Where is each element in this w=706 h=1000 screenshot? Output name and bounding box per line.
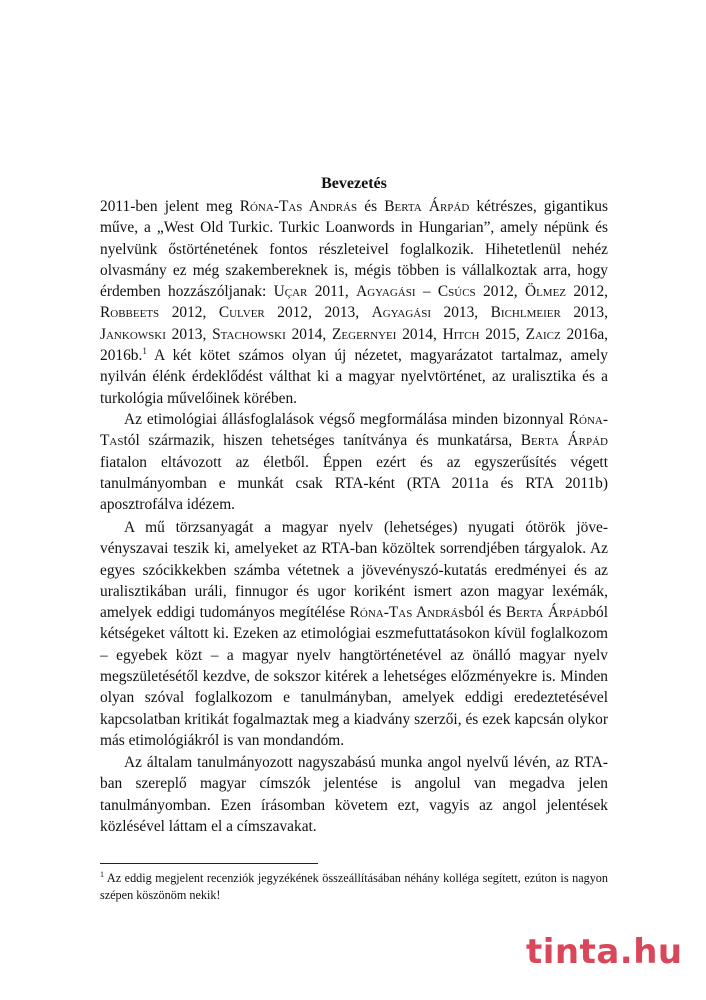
text-run: - bbox=[383, 604, 389, 622]
text-run: 2013, bbox=[431, 304, 491, 322]
text-run: 2012, bbox=[475, 283, 525, 301]
citation-author: Culver bbox=[218, 304, 265, 322]
paragraph-intro bbox=[100, 196, 608, 409]
text-run: 2012, bbox=[159, 304, 219, 322]
tinta-watermark-logo: tinta.hu bbox=[526, 932, 683, 972]
text-run: A mű törzsanyagát a magyar nyelv (lehetséges) nyugati ótörök jövevényszavai teszik ki, amelyeket az RTA-ban közöltek sorrendjében tárgyalok. Az egyes szócikkekben számba vétetnek a jövevényszó-kutatás eredményei és az uralisztikában uráli, finnugor és ugor koriként ismert azon magyar lexémák, amelyek eddigi tudományos megítélése bbox=[100, 519, 608, 622]
text-run: - bbox=[602, 411, 608, 428]
citation-author: Zaicz bbox=[525, 325, 561, 343]
footnote-text: Az eddig megjelent recenziók jegyzékének összeállításában néhány kolléga segített, ezúton is nagyon szépen köszönöm nekik! bbox=[100, 871, 608, 902]
paragraph-etymology bbox=[100, 409, 608, 515]
citation-author: Robbeets bbox=[100, 304, 160, 322]
text-run: 2011, bbox=[307, 283, 357, 301]
author-name: Róna bbox=[239, 198, 274, 215]
citation-author: Agyagási bbox=[371, 304, 431, 322]
text-run: 2013, bbox=[165, 325, 213, 343]
footnote bbox=[100, 870, 608, 904]
footnote-reference[interactable]: 1 bbox=[142, 345, 147, 356]
author-name: Róna bbox=[568, 411, 603, 428]
citation-author: Zegernyei bbox=[332, 325, 397, 343]
author-name: Tas András bbox=[388, 604, 465, 622]
text-run: 2014, bbox=[285, 325, 333, 343]
footnote-divider bbox=[100, 863, 318, 864]
text-run: ból és bbox=[464, 604, 506, 622]
paragraph-corpus bbox=[100, 517, 608, 751]
section-heading: Bevezetés bbox=[321, 175, 387, 192]
citation-author: Ölmez bbox=[524, 283, 567, 301]
text-run: 2011-ben jelent meg bbox=[100, 198, 240, 215]
paragraph-language: Az általam tanulmányozott nagyszabású munka angol nyelvű lévén, az RTA-ban szereplő magyar címszók jelentése is angolul van megadva jelen tanulmányomban. Ezen írásomban követem ezt, vagyis az angol jelentések közlésével láttam el a címszavakat. bbox=[100, 754, 608, 835]
text-run: 2015, bbox=[479, 325, 526, 343]
citation-author: Csúcs bbox=[437, 283, 476, 301]
footnote-number: 1 bbox=[100, 869, 104, 879]
text-run: A két kötet számos olyan új nézetet, magyarázatot tartalmaz, amely nyilván élénk érdeklődést válthat ki a magyar nyelvtörténet, az uralisztika és a turkológia művelőinek körében. bbox=[100, 347, 608, 407]
citation-author: Uçar bbox=[273, 283, 308, 301]
citation-author: Jankowski bbox=[100, 325, 166, 343]
text-run: 2014, bbox=[396, 325, 443, 343]
text-run: 2012, 2013, bbox=[264, 304, 372, 322]
citation-author: Agyagási bbox=[356, 283, 416, 301]
citation-author: Bichlmeier bbox=[490, 304, 561, 322]
author-name: Berta Árpád bbox=[384, 198, 470, 215]
text-run: – bbox=[415, 283, 438, 301]
text-run: 2016a, 2016b. bbox=[100, 325, 609, 365]
citation-author: Stachowski bbox=[212, 325, 286, 343]
citation-author: Hitch bbox=[442, 325, 480, 343]
text-run: Az etimológiai állásfoglalások végső megformálása minden bizonnyal bbox=[124, 411, 569, 428]
text-run: kétrészes, gigantikus műve, a „West Old Turkic. Turkic Loanwords in Hungarian”, amely népünk és nyelvünk őstörténetének fontos részleteivel foglalkozik. Hihetetlenül nehéz olvasmány ez még szakembereknek is, mégis többen is vállalkoztak arra, hogy érdemben hozzászóljanak: bbox=[100, 198, 608, 301]
author-name: Berta Árpád bbox=[505, 604, 589, 622]
author-name: Tas András bbox=[278, 198, 358, 215]
text-run: ból kétségeket váltott ki. Ezeken az etimológiai eszmefuttatásokon kívül foglalkozom – egyebek közt – a magyar nyelv hangtörténetével az önálló magyar nyelv megszületésétől kezdve, de sokszor kitérek a lehetséges előzményekre is. Minden olyan szóval foglalkozom e tanulmányban, amelyek eddigi eredeztetésével kapcsolatban kritikát fogalmaztak meg a kiadvány szerzői, és ezek kapcsán olykor más etimológiákról is van mondandóm. bbox=[100, 604, 608, 749]
text-run: fiatalon eltávozott az életből. Éppen ezért és az egyszerűsítés végett tanulmányomban e munkát csak RTA-ként (RTA 2011a és RTA 2011b) aposztrofálva idézem. bbox=[100, 453, 608, 514]
text-run: tól származik, hiszen tehetséges tanítványa és munkatársa, bbox=[123, 432, 521, 450]
author-name: Róna bbox=[349, 604, 384, 622]
text-run: és bbox=[357, 198, 385, 215]
author-name: Tas bbox=[100, 432, 124, 450]
text-run: 2013, bbox=[560, 304, 608, 322]
text-run: - bbox=[273, 198, 279, 215]
text-run: 2012, bbox=[566, 283, 608, 301]
author-name: Berta Árpád bbox=[520, 432, 608, 450]
